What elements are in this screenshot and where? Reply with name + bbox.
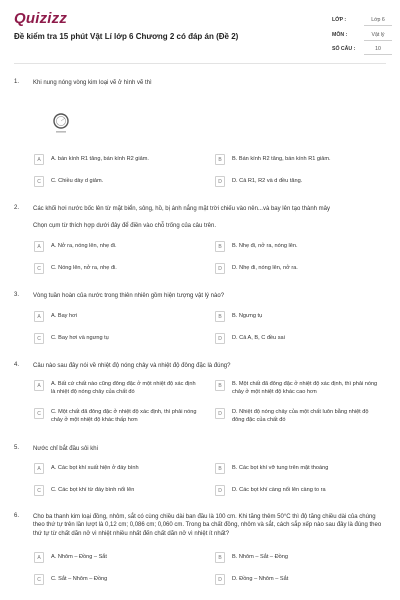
option-text: C. Một chất đã đông đặc ở nhiệt độ xác định, thì phải nóng chảy ở một nhiệt độ khác thấp hơn [51,409,197,423]
option-letter: C [34,263,44,274]
meta-subject-value: Vật lý [371,32,385,38]
meta-class-value: Lớp 6 [371,17,385,23]
question-number: 4. [14,362,20,368]
option-letter: B [215,154,225,165]
option-text: C. Bay hơi và ngưng tụ [51,335,109,341]
option-text: B. Bán kính R2 tăng, bán kính R1 giảm. [232,156,331,162]
question-number: 5. [14,445,20,451]
meta-class-label: LỚP : [332,17,347,23]
option-letter: A [34,311,44,322]
option-text: A. Bất cứ chất nào cũng đông đặc ở một nhiệt độ xác định là nhiệt độ nóng chảy của chất đó [51,381,196,395]
option-text: B. Một chất đã đông đặc ở nhiệt độ xác định, thì phải nóng chảy ở một nhiệt độ khác cao hơn [232,381,378,395]
quizizz-logo: Quizizz [14,10,68,27]
meta-class-underline [364,25,392,26]
option-text: D. Nhẹ đi, nóng lên, nở ra. [232,265,298,271]
option-letter: A [34,463,44,474]
meta-subject-label: MÔN : [332,32,348,38]
worksheet-title: Đề kiểm tra 15 phút Vật Lí lớp 6 Chương 2 có đáp án (Đề 2) [14,32,239,41]
meta-count-value: 10 [375,46,381,52]
option-letter: B [215,380,225,391]
option-text: B. Các bọt khí vỡ tung trên mặt thoáng [232,465,329,471]
option-text: A. Nở ra, nóng lên, nhẹ đi. [51,243,117,249]
option-letter: A [34,241,44,252]
option-letter: C [34,333,44,344]
option-letter: D [215,408,225,419]
option-letter: B [215,241,225,252]
question-text: Các khối hơi nước bốc lên từ mặt biển, sông, hồ, bị ánh nắng mặt trời chiếu vào nên...và bay lên tạo thành mây [33,206,331,212]
header-divider [14,63,386,64]
option-text: D. Đồng – Nhôm – Sắt [232,576,289,582]
question-text: Cho ba thanh kim loại đồng, nhôm, sắt có cùng chiều dài ban đầu là 100 cm. Khi tăng thêm 50°C thì độ tăng chiều dài của chúng theo thứ tự trên lần lượt là 0,12 cm; 0,086 cm; 0,060 cm. Trong ba chất đồng, nhôm và sắt, cách sắp xếp nào sau đây là đúng theo thứ tự từ chất dãn nở vì nhiệt nhiều nhất đến chất dãn nở vì nhiệt ít nhất? [33,514,382,537]
meta-subject-underline [364,40,392,41]
option-letter: C [34,408,44,419]
option-letter: A [34,380,44,391]
option-text: C. Nóng lên, nở ra, nhẹ đi. [51,265,117,271]
meta-count-label: SỐ CÂU : [332,46,356,52]
metal-ring-icon [52,113,70,135]
option-letter: C [34,574,44,585]
option-letter: B [215,552,225,563]
question-number: 1. [14,79,20,85]
option-text: C. Chiều dày d giảm. [51,178,104,184]
option-text: C. Sắt – Nhôm – Đồng [51,576,108,582]
question-text: Vòng tuần hoàn của nước trong thiên nhiên gồm hiện tượng vật lý nào? [33,293,225,299]
question-text: Khi nung nóng vòng kim loại vẽ ở hình vẽ thì [33,80,152,86]
option-text: B. Ngưng tụ [232,313,263,319]
option-letter: D [215,176,225,187]
option-letter: C [34,485,44,496]
option-letter: C [34,176,44,187]
option-text: C. Các bọt khí từ đáy bình nổi lên [51,487,135,493]
question-number: 6. [14,513,20,519]
option-text: A. Các bọt khí xuất hiện ở đáy bình [51,465,139,471]
option-letter: A [34,552,44,563]
option-letter: D [215,333,225,344]
question-number: 2. [14,205,20,211]
option-text: D. Cả R1, R2 và d đều tăng. [232,178,303,184]
option-text: A. Nhôm – Đồng – Sắt [51,554,107,560]
question-subtext: Chọn cụm từ thích hợp dưới đây để điền vào chỗ trống của câu trên. [33,223,217,229]
option-text: A. bán kính R1 tăng, bán kính R2 giảm. [51,156,149,162]
question-number: 3. [14,292,20,298]
option-letter: D [215,574,225,585]
option-letter: D [215,263,225,274]
question-text: Câu nào sau đây nói về nhiệt độ nóng chảy và nhiệt độ đông đặc là đúng? [33,363,231,369]
option-text: B. Nhôm – Sắt – Đồng [232,554,288,560]
option-letter: B [215,463,225,474]
option-text: B. Nhẹ đi, nở ra, nóng lên. [232,243,298,249]
worksheet-header [0,0,400,62]
meta-count-underline [364,54,392,55]
option-letter: D [215,485,225,496]
option-letter: A [34,154,44,165]
option-text: D. Nhiệt độ nóng chảy của một chất luôn bằng nhiệt độ đông đặc của chất đó [232,409,369,423]
option-letter: B [215,311,225,322]
option-text: D. Cả A, B, C đều sai [232,335,285,341]
option-text: D. Các bọt khí càng nổi lên càng to ra [232,487,326,493]
option-text: A. Bay hơi [51,313,78,319]
question-text: Nước chỉ bắt đầu sôi khi [33,446,98,452]
